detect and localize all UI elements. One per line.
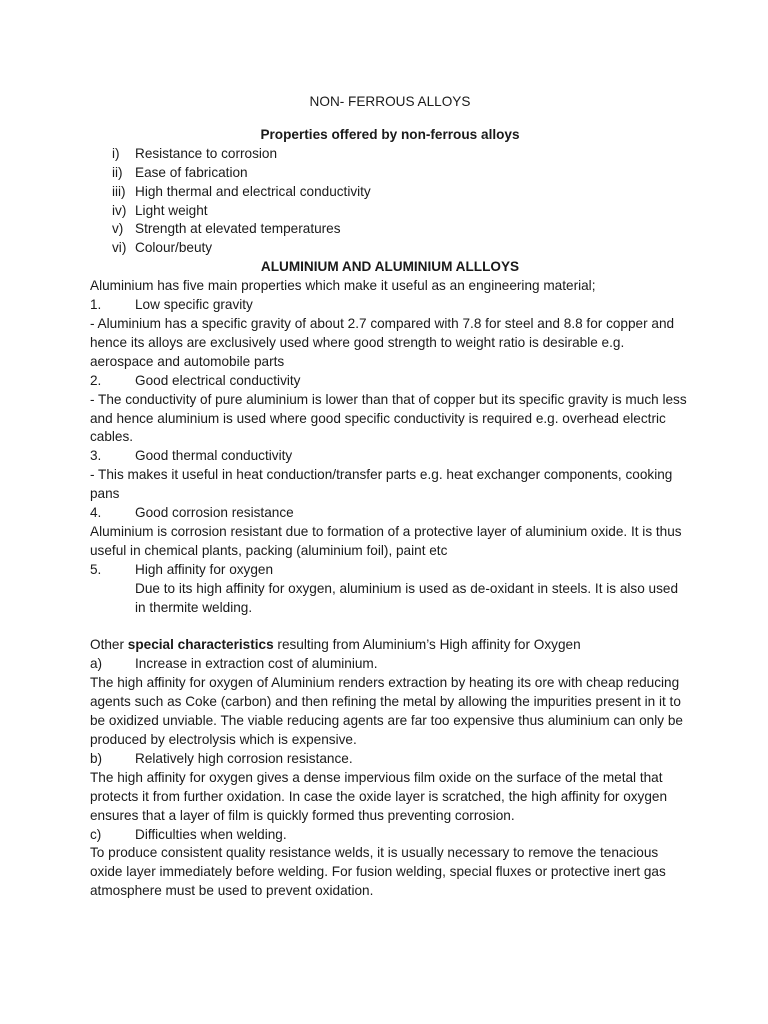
list-item-text: Ease of fabrication bbox=[135, 164, 248, 180]
list-item-text: Resistance to corrosion bbox=[135, 145, 278, 161]
property-body: - This makes it useful in heat conduction/transfer parts e.g. heat exchanger components, cooking pans bbox=[90, 467, 673, 502]
list-item-number: vi) bbox=[112, 240, 127, 256]
property-title: Good electrical conductivity bbox=[135, 372, 301, 388]
property-heading bbox=[90, 372, 690, 391]
aluminium-heading: ALUMINIUM AND ALUMINIUM ALLLOYS bbox=[260, 259, 520, 275]
characteristic-body: The high affinity for oxygen of Aluminium renders extraction by heating its ore with cheap reducing agents such as Coke (carbon) and then refining the metal by allowing the impurities present in it to be oxidized unviable. The viable reducing agents are far too expensive thus aluminium can only be produced by electrolysis which is expensive. bbox=[90, 675, 683, 747]
list-item-number: iii) bbox=[112, 183, 126, 199]
property-number: 2. bbox=[90, 372, 102, 388]
list-item bbox=[90, 164, 690, 183]
list-item bbox=[90, 202, 690, 221]
document-page bbox=[90, 93, 690, 901]
characteristic-body: To produce consistent quality resistance welds, it is usually necessary to remove the tenacious oxide layer immediately before welding. For fusion welding, special fluxes or protective inert gas atmosphere must be used to prevent oxidation. bbox=[90, 845, 666, 899]
list-item bbox=[90, 239, 690, 258]
special-heading-suffix: resulting from Aluminium’s High affinity for Oxygen bbox=[273, 637, 581, 653]
list-item-number: v) bbox=[112, 221, 124, 237]
characteristic-title: Difficulties when welding. bbox=[135, 826, 287, 842]
characteristic-heading bbox=[90, 655, 690, 674]
list-item-text: Colour/beuty bbox=[135, 240, 213, 256]
properties-list bbox=[90, 145, 690, 258]
property-body: Aluminium is corrosion resistant due to formation of a protective layer of aluminium oxide. It is thus useful in chemical plants, packing (aluminium foil), paint etc bbox=[90, 523, 682, 558]
characteristic-body: The high affinity for oxygen gives a dense impervious film oxide on the surface of the metal that protects it from further oxidation. In case the oxide layer is scratched, the high affinity for oxygen ensures that a layer of film is quickly formed thus preventing corrosion. bbox=[90, 769, 668, 823]
list-item-text: Light weight bbox=[135, 202, 208, 218]
characteristic-number: b) bbox=[90, 750, 103, 766]
property-number: 3. bbox=[90, 448, 102, 464]
list-item-number: ii) bbox=[112, 164, 123, 180]
list-item bbox=[90, 145, 690, 164]
property-title: Low specific gravity bbox=[135, 297, 253, 313]
characteristic-title: Increase in extraction cost of aluminium. bbox=[135, 656, 378, 672]
property-body: Due to its high affinity for oxygen, aluminium is used as de-oxidant in steels. It is also used in thermite welding. bbox=[135, 580, 679, 615]
spacer bbox=[90, 617, 690, 636]
list-item-text: High thermal and electrical conductivity bbox=[135, 183, 371, 199]
property-heading bbox=[90, 561, 690, 580]
list-item-number: iv) bbox=[112, 202, 127, 218]
property-number: 1. bbox=[90, 297, 102, 313]
property-body: - Aluminium has a specific gravity of about 2.7 compared with 7.8 for steel and 8.8 for copper and hence its alloys are exclusively used where good strength to weight ratio is desirable e.g. aerospace and automobile parts bbox=[90, 315, 675, 369]
property-number: 4. bbox=[90, 505, 102, 521]
property-title: Good thermal conductivity bbox=[135, 448, 293, 464]
characteristic-heading bbox=[90, 826, 690, 845]
list-item bbox=[90, 220, 690, 239]
property-heading bbox=[90, 447, 690, 466]
property-body: - The conductivity of pure aluminium is lower than that of copper but its specific gravity is much less and hence aluminium is used where good specific conductivity is required e.g. overhead electric cables. bbox=[90, 391, 687, 445]
document-title: NON- FERROUS ALLOYS bbox=[309, 94, 471, 109]
characteristic-number: c) bbox=[90, 826, 102, 842]
property-number: 5. bbox=[90, 561, 102, 577]
characteristic-title: Relatively high corrosion resistance. bbox=[135, 750, 353, 766]
characteristic-number: a) bbox=[90, 656, 103, 672]
special-heading-bold: special characteristics bbox=[127, 637, 274, 653]
property-title: Good corrosion resistance bbox=[135, 505, 294, 521]
special-heading bbox=[90, 636, 690, 655]
aluminium-intro: Aluminium has five main properties which make it useful as an engineering material; bbox=[90, 278, 596, 294]
list-item bbox=[90, 183, 690, 202]
properties-heading: Properties offered by non-ferrous alloys bbox=[260, 126, 520, 142]
list-item-text: Strength at elevated temperatures bbox=[135, 221, 341, 237]
list-item-number: i) bbox=[112, 145, 120, 161]
property-heading bbox=[90, 296, 690, 315]
characteristic-heading bbox=[90, 750, 690, 769]
property-title: High affinity for oxygen bbox=[135, 561, 274, 577]
special-heading-prefix: Other bbox=[90, 637, 128, 653]
property-heading bbox=[90, 504, 690, 523]
